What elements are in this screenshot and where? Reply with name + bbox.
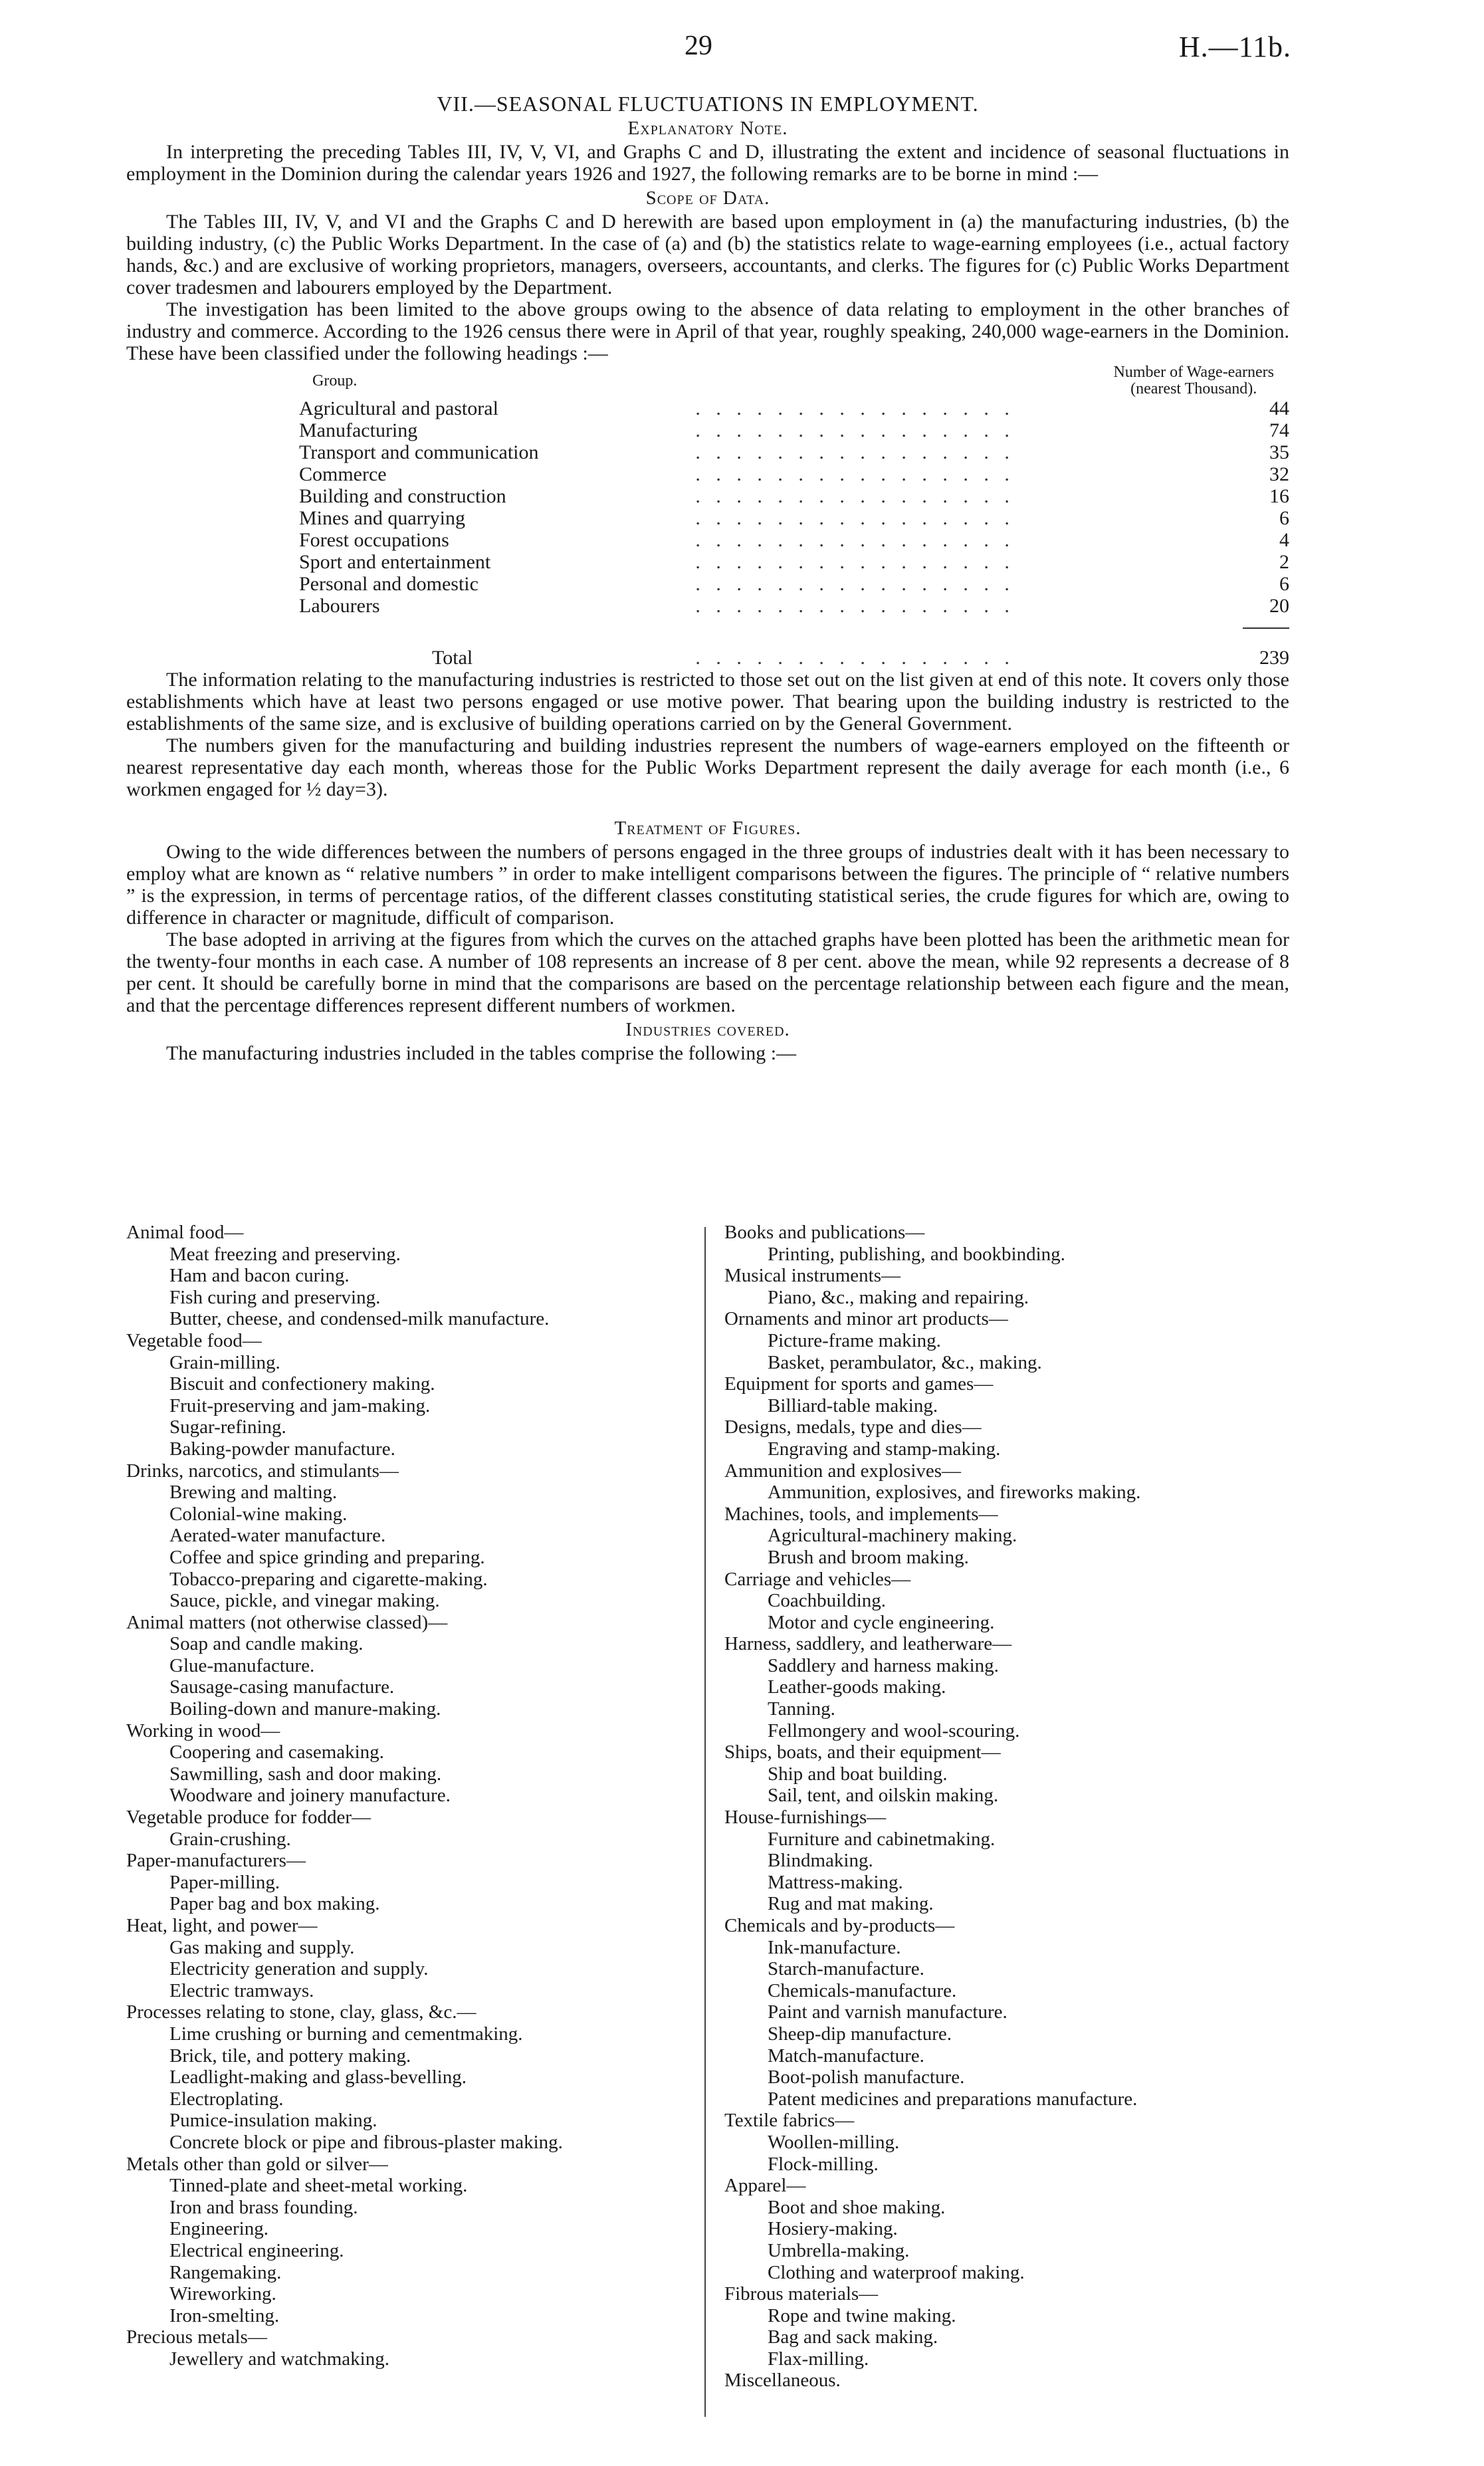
group-name: Forest occupations [299,529,449,551]
table-row [299,397,1289,419]
industry-item: Sail, tent, and oilskin making. [768,1785,999,1807]
industry-item: Electrical engineering. [169,2239,344,2261]
industry-category: Paper-manufacturers— [126,1850,306,1872]
treatment-heading: Treatment of Figures. [614,818,801,839]
industry-item: Biscuit and confectionery making. [169,1373,435,1395]
document-reference: H.—11b. [1178,31,1291,63]
industry-item: Sausage-casing manufacture. [169,1676,395,1698]
industry-item: Engraving and stamp-making. [768,1438,1001,1460]
industry-item: Leadlight-making and glass-bevelling. [169,2067,467,2088]
industry-item: Sauce, pickle, and vinegar making. [169,1590,440,1612]
industry-item: Picture-frame making. [768,1329,941,1351]
industry-item: Match-manufacture. [768,2045,924,2067]
leader-dots: . . . . . . . . . . . . . . . . [695,551,1015,573]
total-leader: . . . . . . . . . . . . . . . . [695,647,1015,669]
scope-paragraph-1: The Tables III, IV, V, and VI and the Graphs C and D herewith are based upon employment in (a) the manufacturing industries, (b) the building industry, (c) the Public Works Department. In the case of (a) and (b) the statistics relate to wage-earning employees (i.e., actual factory hands, &c.) and are exclusive of working proprietors, managers, overseers, accountants, and clerks. The figures for (c) Public Works Department cover tradesmen and labourers employed by the Department. [126,211,1289,298]
industry-item: Iron-smelting. [169,2304,280,2326]
total-row [299,639,1289,669]
industry-item: Paint and varnish manufacture. [768,2001,1007,2023]
industry-category: Working in wood— [126,1720,280,1741]
industry-category: Drinks, narcotics, and stimulants— [126,1460,399,1482]
industry-item: Ham and bacon curing. [169,1265,350,1287]
wage-earner-count: 4 [1279,529,1289,551]
industry-item: Brewing and malting. [169,1482,338,1504]
wage-earner-count: 32 [1269,463,1289,485]
number-column-header [1098,364,1289,397]
industry-item: Printing, publishing, and bookbinding. [768,1243,1065,1265]
industry-category: Machines, tools, and implements— [724,1503,998,1525]
industry-item: Patent medicines and preparations manufacture. [768,2088,1138,2110]
industry-item: Grain-milling. [169,1351,280,1373]
group-name: Transport and communication [299,441,539,463]
industry-item: Tanning. [768,1698,835,1720]
industry-category: Miscellaneous. [724,2370,841,2392]
industry-category: Animal food— [126,1222,244,1243]
industry-category: Metals other than gold or silver— [126,2153,388,2175]
wage-earner-count: 74 [1269,419,1289,441]
industry-item: Chemicals-manufacture. [768,1979,957,2001]
industry-category: Designs, medals, type and dies— [724,1416,982,1438]
industry-item: Flax-milling. [768,2348,869,2370]
industry-item: Furniture and cabinetmaking. [768,1828,996,1850]
industry-category: Heat, light, and power— [126,1915,318,1936]
industries-right-column [724,1222,1296,2392]
leader-dots: . . . . . . . . . . . . . . . . [695,529,1015,551]
industry-category: Ornaments and minor art products— [724,1308,1008,1330]
explanatory-paragraph: In interpreting the preceding Tables III, IV, V, VI, and Graphs C and D, illustrating the extent and incidence of seasonal fluctuations in employment in the Dominion during the calendar years 1926 and 1927, the following remarks are to be borne in mind :— [126,141,1289,185]
group-name: Sport and entertainment [299,551,491,573]
wage-earner-count: 16 [1269,485,1289,507]
main-text [126,93,1289,1064]
industry-item: Piano, &c., making and repairing. [768,1286,1029,1308]
table-row [299,441,1289,463]
table-row [299,595,1289,617]
industry-item: Paper bag and box making. [169,1893,380,1915]
wage-earner-count: 44 [1269,397,1289,419]
group-name: Personal and domestic [299,573,478,595]
industries-intro: The manufacturing industries included in the tables comprise the following :— [166,1042,797,1064]
industry-category: Harness, saddlery, and leatherware— [724,1633,1012,1655]
industry-category: Chemicals and by-products— [724,1915,955,1936]
industry-item: Brush and broom making. [768,1546,969,1568]
industry-item: Blindmaking. [768,1850,873,1872]
industry-item: Electroplating. [169,2088,284,2110]
industry-item: Lime crushing or burning and cementmaking. [169,2023,523,2045]
industry-item: Gas making and supply. [169,1936,355,1958]
industry-item: Ink-manufacture. [768,1936,901,1958]
group-name: Mines and quarrying [299,507,465,529]
table-header-row [299,364,1289,397]
industry-category: Apparel— [724,2175,806,2197]
industry-item: Coopering and casemaking. [169,1741,384,1763]
industry-category: Fibrous materials— [724,2283,879,2305]
industry-category: Animal matters (not otherwise classed)— [126,1611,448,1633]
industry-item: Brick, tile, and pottery making. [169,2045,411,2067]
industry-item: Mattress-making. [768,1871,903,1893]
scope-paragraph-2: The investigation has been limited to the above groups owing to the absence of data relating to employment in the other branches of industry and commerce. According to the 1926 census there were in April of that year, roughly speaking, 240,000 wage-earners in the Dominion. These have been classified under the following headings :— [126,298,1289,364]
industry-category: Precious metals— [126,2326,267,2348]
number-header-line-1: Number of Wage-earners [1113,364,1274,381]
industry-item: Glue-manufacture. [169,1654,315,1676]
industry-item: Leather-goods making. [768,1676,946,1698]
industry-item: Ammunition, explosives, and fireworks making. [768,1482,1141,1504]
industry-item: Baking-powder manufacture. [169,1438,395,1460]
industry-item: Saddlery and harness making. [768,1654,999,1676]
industry-item: Aerated-water manufacture. [169,1525,386,1547]
leader-dots: . . . . . . . . . . . . . . . . [695,595,1015,617]
treatment-paragraph-2: The base adopted in arriving at the figures from which the curves on the attached graphs have been plotted has been the arithmetic mean for the twenty-four months in each case. A number of 108 represents an increase of 8 per cent. above the mean, while 92 represents a decrease of 8 per cent. It should be carefully borne in mind that the comparisons are based on the percentage relationship between each figure and the mean, and that the percentage differences represent different numbers of workmen. [126,929,1289,1016]
industry-item: Fellmongery and wool-scouring. [768,1720,1020,1741]
industry-item: Sawmilling, sash and door making. [169,1763,442,1785]
industry-item: Fruit-preserving and jam-making. [169,1395,431,1416]
table-row [299,507,1289,529]
industry-item: Bag and sack making. [768,2326,938,2348]
numbers-paragraph: The numbers given for the manufacturing and building industries represent the numbers of wage-earners employed on the fifteenth or nearest representative day each month, whereas those for the Public Works Department represent the daily average for each month (i.e., 6 workmen engaged for ½ day=3). [126,734,1289,800]
leader-dots: . . . . . . . . . . . . . . . . [695,463,1015,485]
industry-item: Hosiery-making. [768,2218,898,2240]
industry-item: Woodware and joinery manufacture. [169,1785,451,1807]
industry-item: Engineering. [169,2218,268,2240]
table-row [299,485,1289,507]
industry-category: Musical instruments— [724,1265,901,1287]
industry-category: Processes relating to stone, clay, glass, &c.— [126,2001,477,2023]
table-row [299,551,1289,573]
total-label: Total [432,647,473,669]
group-name: Manufacturing [299,419,418,441]
page-number: 29 [685,31,712,61]
industry-item: Rug and mat making. [768,1893,934,1915]
industry-item: Clothing and waterproof making. [768,2261,1025,2283]
industry-item: Pumice-insulation making. [169,2110,377,2132]
industries-left-column [126,1222,691,2370]
information-paragraph: The information relating to the manufacturing industries is restricted to those set out on the list given at end of this note. It covers only those establishments which have at least two persons engaged or use motive power. That bearing upon the building industry is restricted to the establishments of the same size, and is exclusive of building operations carried on by the General Government. [126,669,1289,734]
industry-item: Concrete block or pipe and fibrous-plaster making. [169,2131,563,2153]
section-title: VII.—SEASONAL FLUCTUATIONS IN EMPLOYMENT. [437,92,979,116]
wage-earners-table [299,364,1289,669]
industry-category: Vegetable produce for fodder— [126,1807,371,1829]
group-name: Building and construction [299,485,506,507]
industry-item: Umbrella-making. [768,2239,910,2261]
industry-item: Meat freezing and preserving. [169,1243,401,1265]
leader-dots: . . . . . . . . . . . . . . . . [695,397,1015,419]
industry-item: Motor and cycle engineering. [768,1611,995,1633]
industry-item: Starch-manufacture. [768,1958,924,1980]
industry-item: Basket, perambulator, &c., making. [768,1351,1042,1373]
total-value: 239 [1259,647,1289,669]
scope-heading: Scope of Data. [645,187,770,209]
industry-item: Agricultural-machinery making. [768,1525,1017,1547]
wage-earner-count: 20 [1269,595,1289,617]
wage-earner-count: 6 [1279,573,1289,595]
treatment-paragraph-1: Owing to the wide differences between the numbers of persons engaged in the three groups of industries dealt with it has been necessary to employ what are known as “ relative numbers ” in order to make intelligent comparisons between the figures. The principle of “ relative numbers ” is the expression, in terms of percentage ratios, of the different classes constituting statistical series, the crude figures for which are, owing to difference in character or magnitude, difficult of comparison. [126,841,1289,929]
table-row [299,573,1289,595]
industry-category: Vegetable food— [126,1329,262,1351]
industry-item: Tinned-plate and sheet-metal working. [169,2175,468,2197]
total-rule [1243,627,1289,629]
industry-item: Ship and boat building. [768,1763,948,1785]
industry-item: Coffee and spice grinding and preparing. [169,1546,485,1568]
industry-item: Boot-polish manufacture. [768,2067,965,2088]
table-row [299,463,1289,485]
group-name: Labourers [299,595,380,617]
industries-heading: Industries covered. [625,1019,790,1040]
explanatory-heading: Explanatory Note. [627,118,788,139]
leader-dots: . . . . . . . . . . . . . . . . [695,419,1015,441]
leader-dots: . . . . . . . . . . . . . . . . [695,485,1015,507]
industry-category: House-furnishings— [724,1807,887,1829]
industry-item: Electricity generation and supply. [169,1958,429,1980]
table-row [299,529,1289,551]
industry-category: Carriage and vehicles— [724,1568,911,1590]
column-divider [704,1227,706,2417]
industry-item: Wireworking. [169,2283,276,2305]
industry-item: Sheep-dip manufacture. [768,2023,952,2045]
industry-category: Textile fabrics— [724,2110,855,2132]
industry-item: Sugar-refining. [169,1416,286,1438]
industry-item: Fish curing and preserving. [169,1286,381,1308]
industry-item: Soap and candle making. [169,1633,364,1655]
industry-item: Billiard-table making. [768,1395,938,1416]
industry-item: Paper-milling. [169,1871,280,1893]
leader-dots: . . . . . . . . . . . . . . . . [695,573,1015,595]
industry-item: Grain-crushing. [169,1828,291,1850]
number-header-line-2: (nearest Thousand). [1130,380,1257,397]
industry-item: Butter, cheese, and condensed-milk manufacture. [169,1308,550,1330]
industry-item: Rangemaking. [169,2261,282,2283]
industry-category: Ammunition and explosives— [724,1460,962,1482]
group-name: Commerce [299,463,387,485]
industry-item: Electric tramways. [169,1979,314,2001]
industry-category: Books and publications— [724,1222,925,1243]
industry-item: Flock-milling. [768,2153,879,2175]
industry-item: Rope and twine making. [768,2304,956,2326]
industry-category: Ships, boats, and their equipment— [724,1741,1001,1763]
industry-item: Iron and brass founding. [169,2196,358,2218]
leader-dots: . . . . . . . . . . . . . . . . [695,441,1015,463]
industry-item: Colonial-wine making. [169,1503,348,1525]
wage-earner-count: 35 [1269,441,1289,463]
industries-list [126,1222,1289,2418]
industry-item: Boot and shoe making. [768,2196,946,2218]
industry-item: Woollen-milling. [768,2131,900,2153]
group-name: Agricultural and pastoral [299,397,498,419]
industry-item: Jewellery and watchmaking. [169,2348,389,2370]
leader-dots: . . . . . . . . . . . . . . . . [695,507,1015,529]
industry-item: Boiling-down and manure-making. [169,1698,441,1720]
table-row [299,419,1289,441]
wage-earner-count: 6 [1279,507,1289,529]
industry-category: Equipment for sports and games— [724,1373,994,1395]
industry-item: Tobacco-preparing and cigarette-making. [169,1568,488,1590]
group-column-header: Group. [312,372,358,390]
wage-earner-count: 2 [1279,551,1289,573]
industry-item: Coachbuilding. [768,1590,887,1612]
